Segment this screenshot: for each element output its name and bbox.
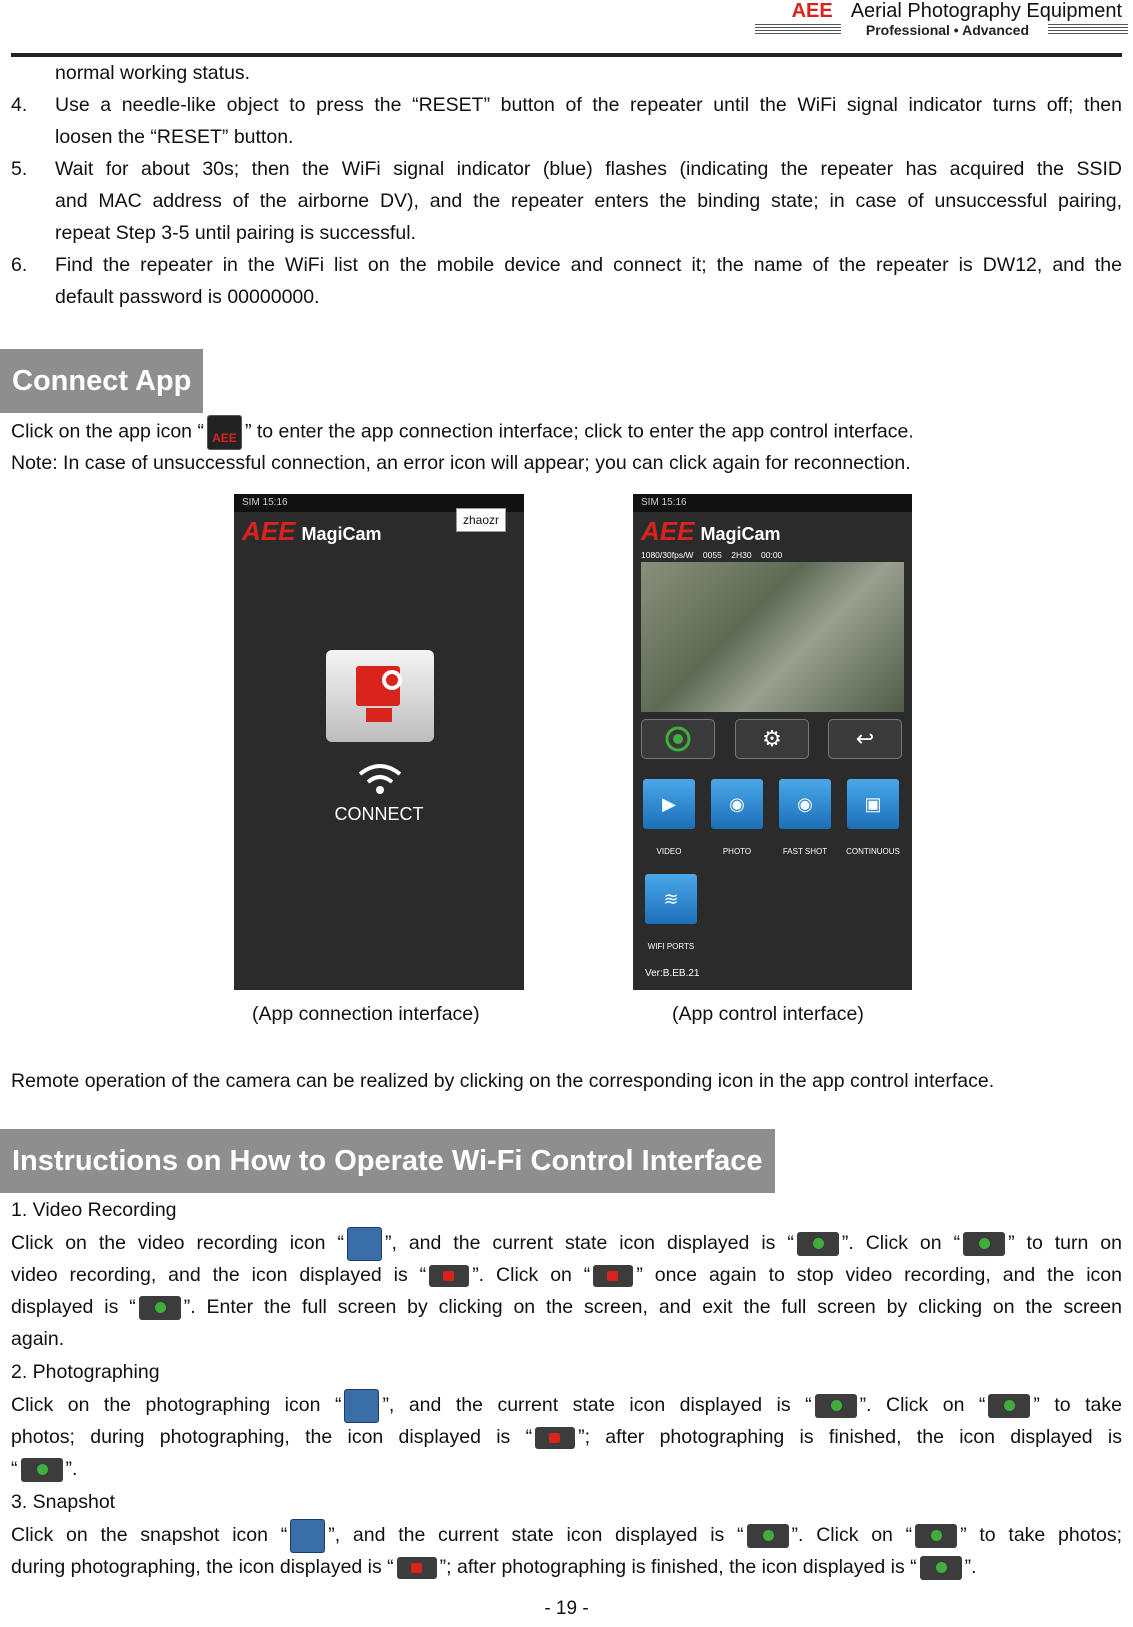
- snapshot-status-icon: [915, 1524, 957, 1548]
- snapshot-title: 3. Snapshot: [11, 1491, 116, 1513]
- photo-status-icon: [988, 1394, 1030, 1418]
- text: Click on the snapshot icon “: [11, 1524, 288, 1547]
- section-heading-instructions: Instructions on How to Operate Wi-Fi Control Interface: [0, 1129, 775, 1193]
- app-connection-screenshot: [234, 494, 524, 990]
- record-button[interactable]: [641, 719, 715, 759]
- logo-magicam: MagiCam: [700, 524, 781, 544]
- camera-info-bar: 1080/30fps/W 0055 2H30 00:00: [641, 550, 783, 560]
- record-status-icon: [963, 1232, 1005, 1256]
- text: ” to turn on: [1008, 1232, 1122, 1255]
- text: video recording, and the icon displayed is “: [11, 1264, 427, 1286]
- continuous-icon: ▣: [864, 794, 882, 814]
- text: ”, and the current state icon displayed is “: [384, 1232, 794, 1255]
- recording-status-icon: [593, 1265, 633, 1287]
- text: ”, and the current state icon displayed is “: [328, 1524, 744, 1547]
- logo-aee: AEE: [641, 516, 695, 546]
- logo-magicam: MagiCam: [301, 524, 382, 544]
- header-subtitle: Professional • Advanced: [865, 22, 1029, 38]
- gear-icon: ⚙: [762, 726, 782, 751]
- text: Click on the photographing icon “: [11, 1394, 342, 1417]
- video-camera-icon: [347, 1227, 382, 1261]
- photo-line-3: [11, 1453, 1122, 1485]
- photo-line-2: [11, 1421, 1122, 1453]
- video-line-1: [11, 1227, 1122, 1261]
- user-badge: zhaozr: [456, 508, 506, 532]
- tile-label: WIFI PORTS: [647, 942, 695, 951]
- text: ” to take photos;: [960, 1524, 1122, 1547]
- camera-connect-button[interactable]: [326, 650, 434, 742]
- caption-connection: (App connection interface): [252, 1003, 480, 1025]
- record-status-icon: [139, 1296, 181, 1320]
- header-brand: [792, 0, 1122, 23]
- page-number: - 19 -: [544, 1598, 589, 1619]
- intro-line: repeat Step 3-5 until pairing is successful.: [55, 222, 416, 244]
- wifi-ports-tile[interactable]: [645, 874, 697, 924]
- return-icon: ↩: [855, 726, 875, 751]
- header-stripes-right: [1048, 24, 1128, 36]
- photographing-title: 2. Photographing: [11, 1361, 160, 1383]
- video-mode-tile[interactable]: [643, 779, 695, 829]
- fast-shot-mode-tile[interactable]: [779, 779, 831, 829]
- connect-line-1: [11, 415, 1122, 450]
- brand-logo: AEE: [791, 0, 833, 22]
- text: Click on the app icon “: [11, 420, 204, 443]
- settings-button[interactable]: [735, 719, 809, 759]
- step-number: 6.: [11, 254, 28, 276]
- photographing-status-icon: [535, 1427, 575, 1449]
- snapshot-status-icon: [920, 1556, 962, 1580]
- text: ”; after photographing is finished, the icon displayed is “: [439, 1556, 917, 1578]
- text: ”. Click on “: [472, 1264, 591, 1286]
- text: ”. Click on “: [791, 1524, 913, 1547]
- record-icon: [663, 724, 693, 754]
- text: ”; after photographing is finished, the icon displayed is: [578, 1426, 1122, 1448]
- photo-camera-icon: [344, 1389, 379, 1423]
- version-label: Ver:B.EB.21: [645, 968, 700, 979]
- wifi-icon: [356, 762, 404, 796]
- tile-label: FAST SHOT: [782, 847, 828, 856]
- text: ” once again to stop video recording, and the icon: [636, 1264, 1122, 1286]
- intro-line: Wait for about 30s; then the WiFi signal indicator (blue) flashes (indicating the repeater has acquired the SSID: [55, 158, 1122, 180]
- text: during photographing, the icon displayed is “: [11, 1556, 394, 1578]
- intro-line: loosen the “RESET” button.: [55, 126, 294, 148]
- text: displayed is “: [11, 1296, 136, 1318]
- section-heading-connect-app: Connect App: [0, 349, 203, 413]
- step-number: 4.: [11, 94, 28, 116]
- logo-aee: AEE: [242, 516, 296, 546]
- app-icon-label: AEE: [212, 431, 237, 445]
- snapshot-status-icon: [747, 1524, 789, 1548]
- video-line-4: again.: [11, 1328, 65, 1350]
- text: ”. Enter the full screen by clicking on the screen, and exit the full screen by clicking on the screen: [183, 1296, 1122, 1318]
- header-title: Aerial Photography Equipment: [850, 0, 1122, 22]
- video-line-3: [11, 1291, 1122, 1323]
- text: ”. Click on “: [841, 1232, 961, 1255]
- fast-shot-icon: ◉: [797, 794, 813, 814]
- text: ”.: [65, 1458, 78, 1480]
- status-bar: SIM 15:16: [234, 494, 524, 512]
- intro-line: Find the repeater in the WiFi list on the mobile device and connect it; the name of the repeater is DW12, and the: [55, 254, 1122, 276]
- continuous-mode-tile[interactable]: [847, 779, 899, 829]
- video-line-2: [11, 1259, 1122, 1291]
- text: photos; during photographing, the icon displayed is “: [11, 1426, 533, 1448]
- snapshot-line-1: [11, 1519, 1122, 1553]
- photo-status-icon: [815, 1394, 857, 1418]
- photo-status-icon: [21, 1458, 63, 1482]
- photo-icon: ◉: [729, 794, 745, 814]
- tile-label: PHOTO: [722, 847, 752, 856]
- photo-mode-tile[interactable]: [711, 779, 763, 829]
- connect-label[interactable]: CONNECT: [334, 804, 424, 824]
- snapshot-active-icon: [397, 1557, 437, 1579]
- snapshot-camera-icon: [290, 1519, 325, 1553]
- snapshot-line-2: [11, 1551, 1122, 1583]
- text: ”.: [964, 1556, 977, 1578]
- text: ”. Click on “: [859, 1394, 986, 1417]
- intro-line: default password is 00000000.: [55, 286, 320, 308]
- photo-line-1: [11, 1389, 1122, 1423]
- remote-note: Remote operation of the camera can be realized by clicking on the corresponding icon in the app control interface.: [11, 1070, 995, 1092]
- text: ” to enter the app connection interface; click to enter the app control interface.: [244, 420, 914, 443]
- step-number: 5.: [11, 158, 28, 180]
- live-preview-image[interactable]: [641, 562, 904, 712]
- text: ”, and the current state icon displayed is “: [382, 1394, 812, 1417]
- app-logo: [242, 516, 381, 547]
- text: “: [11, 1458, 18, 1480]
- record-status-icon: [797, 1232, 839, 1256]
- recording-status-icon: [429, 1265, 469, 1287]
- caption-control: (App control interface): [672, 1003, 864, 1025]
- tile-label: VIDEO: [656, 847, 682, 856]
- text: Click on the video recording icon “: [11, 1232, 344, 1255]
- intro-line: normal working status.: [55, 62, 251, 84]
- status-bar: SIM 15:16: [633, 494, 912, 512]
- camera-icon: [326, 650, 434, 742]
- wifi-icon: ≋: [663, 889, 679, 909]
- header-stripes-left: [755, 24, 841, 36]
- intro-line: Use a needle-like object to press the “RESET” button of the repeater until the WiFi signal indicator turns off; then: [55, 94, 1122, 116]
- back-button[interactable]: [828, 719, 902, 759]
- video-recording-title: 1. Video Recording: [11, 1199, 177, 1221]
- intro-line: and MAC address of the airborne DV), and the repeater enters the binding state; in case of unsuccessful pairing,: [55, 190, 1122, 212]
- text: ” to take: [1033, 1394, 1122, 1417]
- video-icon: ▶: [662, 794, 676, 814]
- tile-label: CONTINUOUS: [846, 847, 900, 856]
- connect-line-2: Note: In case of unsuccessful connection, an error icon will appear; you can click again for reconnection.: [11, 452, 911, 474]
- app-logo: [641, 516, 780, 547]
- app-icon: [207, 415, 242, 450]
- app-control-screenshot: [633, 494, 912, 990]
